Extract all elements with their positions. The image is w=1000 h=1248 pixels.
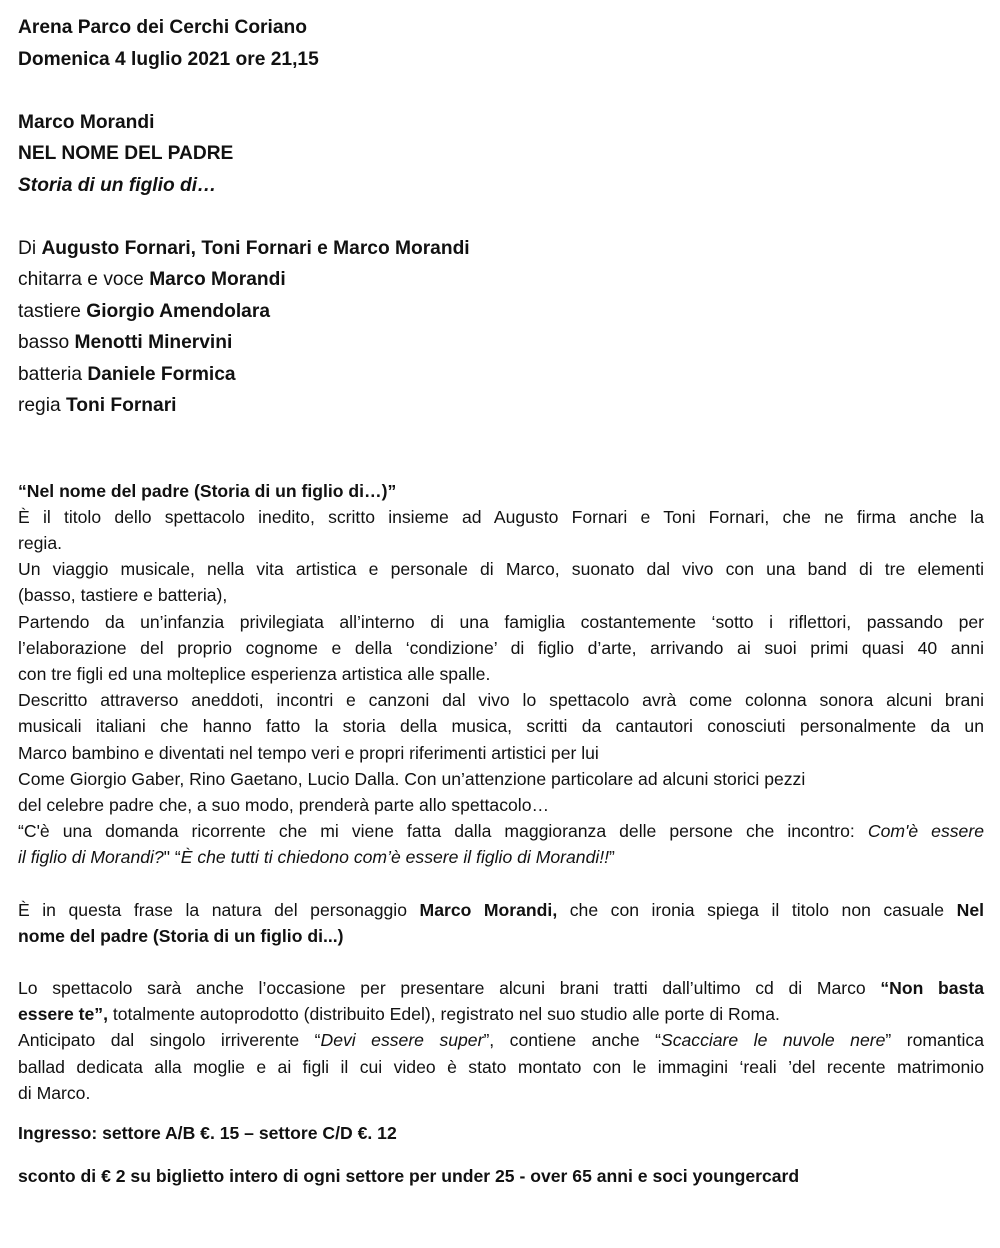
paragraph-line: regia. [18,532,63,553]
paragraph-line: nome del padre (Storia di un figlio di...) [18,925,344,946]
paragraph-line: Partendo da un’infanzia privilegiata all’interno di una famiglia costantemente ‘sotto i riflettori, passando per [18,611,984,632]
quote-line: il figlio di Morandi?" “È che tutti ti chiedono com’è essere il figlio di Morandi!!” [18,847,615,868]
show-title: NEL NOME DEL PADRE [18,143,234,164]
venue: Arena Parco dei Cerchi Coriano [18,17,307,38]
paragraph-line: (basso, tastiere e batteria), [18,585,228,606]
credits-drums: batteria Daniele Formica [18,363,236,385]
document-page [18,12,984,1189]
body-text [18,478,984,1106]
paragraph-line: con tre figli ed una molteplice esperienza artistica alle spalle. [18,663,491,684]
body-heading: “Nel nome del padre (Storia di un figlio di…)” [18,480,397,501]
paragraph-line: Lo spettacolo sarà anche l’occasione per presentare alcuni brani tratti dall’ultimo cd di Marco “Non basta [18,977,984,998]
paragraph-line: l’elaborazione del proprio cognome e della ‘condizione’ di figlio d’arte, arrivando ai suoi primi quasi 40 anni [18,637,984,658]
paragraph-line: di Marco. [18,1082,91,1103]
paragraph-line: ballad dedicata alla moglie e ai figli il cui video è stato montato con le immagini ‘reali ’del recente matrimonio [18,1056,984,1077]
credits-bass: basso Menotti Minervini [18,332,233,353]
credits-guitar: chitarra e voce Marco Morandi [18,269,286,290]
paragraph-line: musicali italiani che hanno fatto la storia della musica, scritti da cantautori conosciuti personalmente da un [18,716,984,737]
paragraph-line: È il titolo dello spettacolo inedito, scritto insieme ad Augusto Fornari e Toni Fornari, che ne firma anche la [18,506,984,527]
paragraph-line: essere te”, totalmente autoprodotto (distribuito Edel), registrato nel suo studio alle porte di Roma. [18,1004,780,1025]
quote-line: “C'è una domanda ricorrente che mi viene fatta dalla maggioranza delle persone che incontro: Com'è essere [18,821,984,842]
credits-director: regia Toni Fornari [18,395,177,416]
paragraph-line: Anticipato dal singolo irriverente “Devi essere super”, contiene anche “Scacciare le nuvole nere” romantica [18,1030,984,1051]
show-subtitle: Storia di un figlio di… [18,174,217,196]
credits-authors: Di Augusto Fornari, Toni Fornari e Marco Morandi [18,237,470,259]
paragraph-line: Descritto attraverso aneddoti, incontri e canzoni dal vivo lo spettacolo avrà come colonna sonora alcuni brani [18,690,984,711]
paragraph-line: del celebre padre che, a suo modo, prenderà parte allo spettacolo… [18,794,550,815]
event-date: Domenica 4 luglio 2021 ore 21,15 [18,48,319,70]
paragraph-line: È in questa frase la natura del personaggio Marco Morandi, che con ironia spiega il titolo non casuale Nel [18,899,985,920]
entry-price: Ingresso: settore A/B €. 15 – settore C/D €. 12 [18,1122,397,1143]
discount-note: sconto di € 2 su biglietto intero di ogni settore per under 25 - over 65 anni e soci youngercard [18,1165,800,1186]
paragraph-line: Marco bambino e diventati nel tempo veri e propri riferimenti artistici per lui [18,742,599,763]
paragraph-line: Come Giorgio Gaber, Rino Gaetano, Lucio Dalla. Con un’attenzione particolare ad alcuni storici pezzi [18,768,806,789]
paragraph-line: Un viaggio musicale, nella vita artistica e personale di Marco, suonato dal vivo con una band di tre elementi [18,559,984,580]
artist-name: Marco Morandi [18,111,155,133]
credits-keys: tastiere Giorgio Amendolara [18,300,270,322]
